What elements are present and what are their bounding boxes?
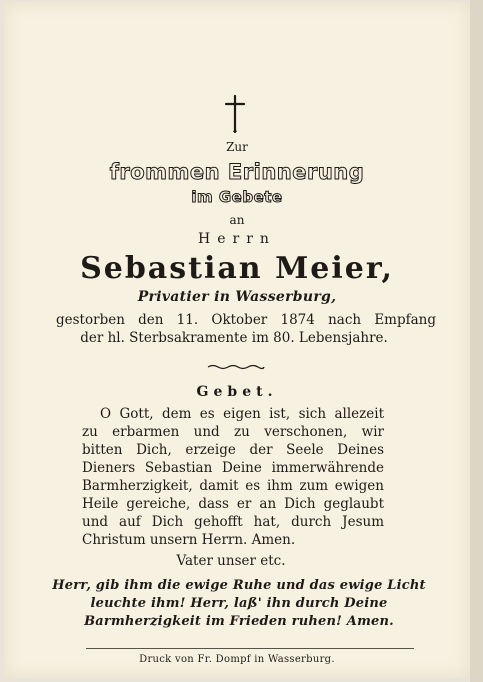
heading-line-2: im Gebete — [191, 188, 283, 206]
prayer-line: Christum unsern Herrn. Amen. — [82, 532, 296, 548]
death-line-2: der hl. Sterbsakramente im 80. Lebensjahre. — [80, 330, 388, 346]
prayer-line: O Gott, dem es eigen ist, sich allezeit — [100, 406, 384, 422]
occupation: Privatier in Wasserburg, — [137, 289, 337, 305]
deceased-name: Sebastian Meier, — [80, 251, 394, 286]
vater-unser: Vater unser etc. — [176, 553, 286, 569]
printer-credit: Druck von Fr. Dompf in Wasserburg. — [139, 654, 335, 665]
prayer-line: Heile gereiche, dass er an Dich geglaubt — [82, 496, 384, 512]
closing-prayer: Herr, gib ihm die ewige Ruhe und das ewige Licht leuchte ihm! Herr, laß' ihn durch Deine Barmherzigkeit im Frieden ruhen! Amen. — [52, 578, 426, 629]
memorial-card — [4, 2, 470, 678]
intro-text: Zur — [226, 140, 248, 154]
prayer-line: Dieners Sebastian Deine immerwährende — [82, 460, 384, 476]
honorific: Herrn — [198, 231, 276, 247]
prayer-title: Gebet. — [196, 384, 278, 400]
ornament-divider — [206, 363, 266, 371]
an-text: an — [229, 213, 245, 227]
footer-rule — [86, 648, 414, 649]
cross-icon — [224, 94, 246, 134]
death-line-1: gestorben den 11. Oktober 1874 nach Empfang — [56, 312, 436, 328]
prayer-text — [82, 405, 384, 549]
heading-line-1: frommen Erinnerung — [109, 160, 365, 184]
card-edge-shadow — [470, 0, 483, 682]
prayer-line: und auf Dich gehofft hat, durch Jesum — [82, 514, 384, 530]
prayer-line: bitten Dich, erzeige der Seele Deines — [82, 442, 384, 458]
prayer-line: Barmherzigkeit, damit es ihm zum ewigen — [82, 478, 384, 494]
prayer-line: zu erbarmen und zu verschonen, wir — [82, 424, 384, 440]
